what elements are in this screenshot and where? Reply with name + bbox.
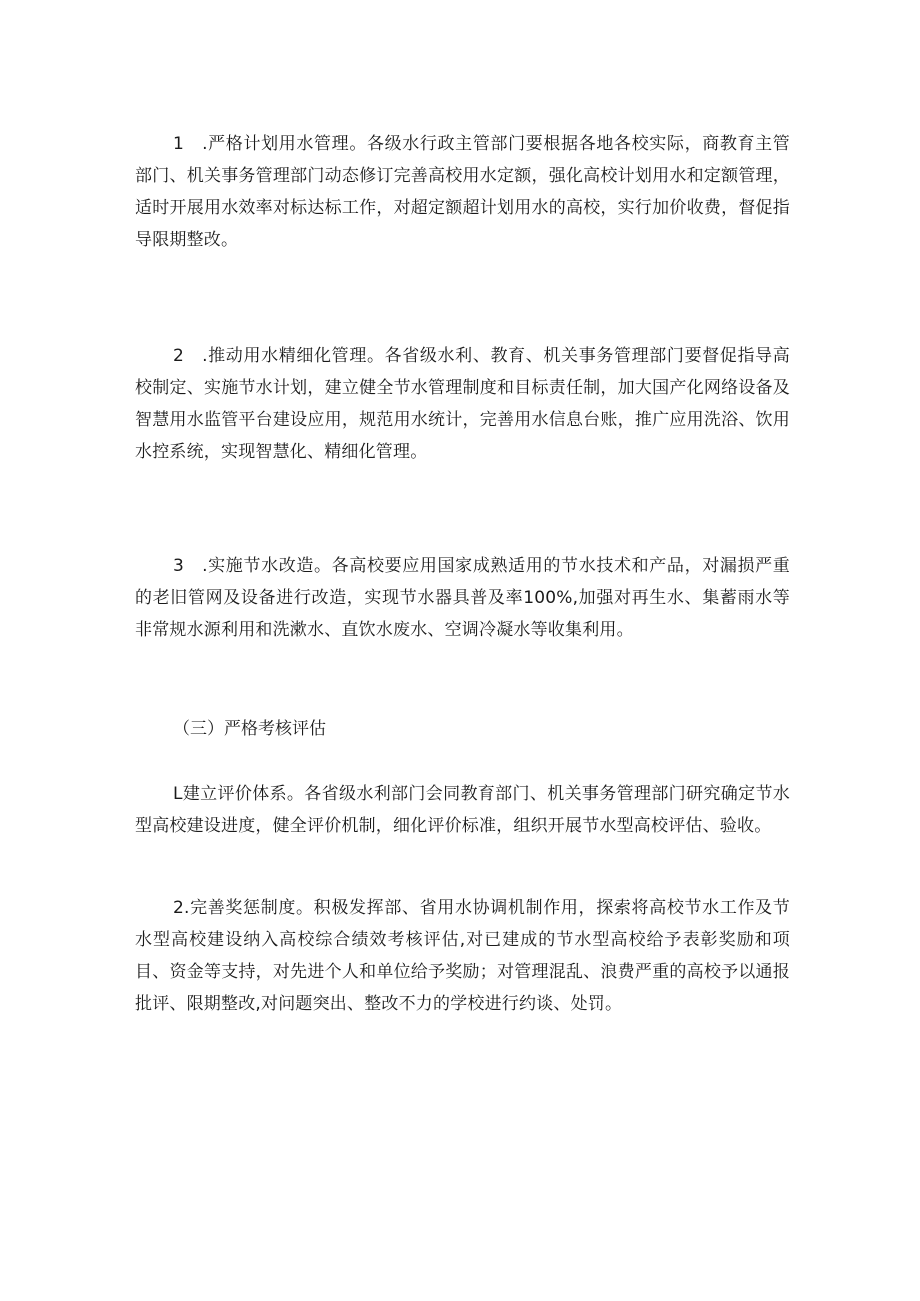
paragraph-water-saving-renovation: 3 .实施节水改造。各高校要应用国家成熟适用的节水技术和产品，对漏损严重的老旧管网及设备进行改造，实现节水器具普及率100%,加强对再生水、集蓄雨水等非常规水源利用和洗漱水、直饮水废水、空调冷凝水等收集利用。 xyxy=(135,556,790,640)
paragraph-refined-water-management: 2 .推动用水精细化管理。各省级水利、教育、机关事务管理部门要督促指导高校制定、实施节水计划，建立健全节水管理制度和目标责任制，加大国产化网络设备及智慧用水监管平台建设应用，规范用水统计，完善用水信息台账，推广应用洗浴、饮用水控系统，实现智慧化、精细化管理。 xyxy=(135,346,790,462)
paragraph-plan-water-management: 1 .严格计划用水管理。各级水行政主管部门要根据各地各校实际，商教育主管部门、机关事务管理部门动态修订完善高校用水定额，强化高校计划用水和定额管理，适时开展用水效率对标达标工作，对超定额超计划用水的高校，实行加价收费，督促指导限期整改。 xyxy=(135,134,790,250)
paragraph-reward-punishment: 2.完善奖惩制度。积极发挥部、省用水协调机制作用，探索将高校节水工作及节水型高校建设纳入高校综合绩效考核评估,对已建成的节水型高校给予表彰奖励和项目、资金等支持，对先进个人和单位给予奖励；对管理混乱、浪费严重的高校予以通报批评、限期整改,对问题突出、整改不力的学校进行约谈、处罚。 xyxy=(135,898,790,1014)
section-heading-assessment: （三）严格考核评估 xyxy=(173,719,326,739)
paragraph-evaluation-system: L建立评价体系。各省级水利部门会同教育部门、机关事务管理部门研究确定节水型高校建设进度，健全评价机制，细化评价标准，组织开展节水型高校评估、验收。 xyxy=(135,784,790,836)
